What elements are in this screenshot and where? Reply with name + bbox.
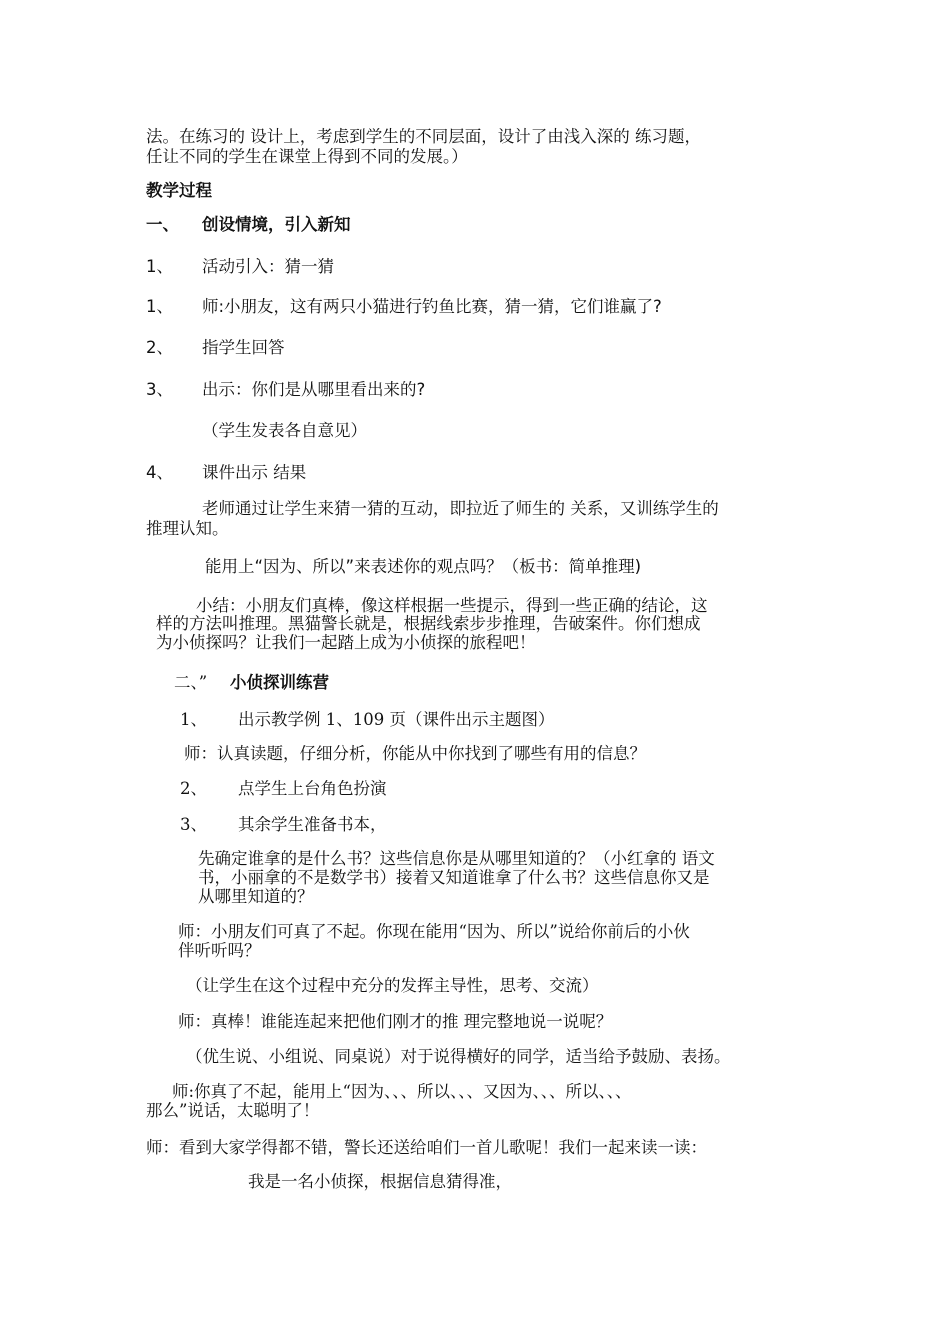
section-heading-1 xyxy=(146,215,351,234)
item-number: 4、 xyxy=(146,463,173,482)
step-1 xyxy=(146,297,662,316)
item-number: 2、 xyxy=(146,338,173,357)
activity-label: 活动引入： xyxy=(202,257,285,276)
good-question: 师：真棒！谁能连起来把他们刚才的推 理完整地说一说呢？ xyxy=(178,1012,613,1031)
let-students-note: （让学生在这个过程中充分的发挥主导性，思考、交流） xyxy=(186,976,599,995)
task-text: 其余学生准备书本， xyxy=(238,815,387,834)
item-number: 1、 xyxy=(146,297,173,316)
teacher-paragraph-line-2: 推理认知。 xyxy=(146,519,229,538)
intro-paragraph-line-2: 任让不同的学生在课堂上得到不同的发展。） xyxy=(146,147,468,166)
item-number: 2、 xyxy=(180,779,207,798)
step-4 xyxy=(146,463,306,482)
summary-line-1: 小结：小朋友们真棒，像这样根据一些提示，得到一些正确的结论，这 xyxy=(196,596,708,615)
section-number: 二、” xyxy=(174,673,208,692)
section-title: 小侦探训练营 xyxy=(230,673,329,692)
step-2 xyxy=(146,338,285,357)
teacher-paragraph-line-1: 老师通过让学生来猜一猜的互动，即拉近了师生的 关系，又训练学生的 xyxy=(202,499,719,518)
item-number: 3、 xyxy=(180,815,207,834)
song-intro: 师：看到大家学得都不错，警长还送给咱们一首儿歌呢！我们一起来读一读： xyxy=(146,1138,707,1157)
summary-line-2: 样的方法叫推理。黑猫警长就是，根据线索步步推理，告破案件。你们想成 xyxy=(156,614,701,633)
step-text: 指学生回答 xyxy=(202,338,285,357)
great-line-2: 伴听听吗？ xyxy=(178,941,261,960)
step-text: 出示：你们是从哪里看出来的? xyxy=(202,380,426,399)
section-number: 一、 xyxy=(146,215,179,234)
task-text: 点学生上台角色扮演 xyxy=(238,779,387,798)
poem-line-1: 我是一名小侦探，根据信息猜得准， xyxy=(248,1172,512,1191)
step-3 xyxy=(146,380,425,399)
great-line-1: 师：小朋友们可真了不起。你现在能用“因为、所以”说给你前后的小伙 xyxy=(178,922,690,941)
because-so-question: 能用上“因为、所以”来表述你的观点吗？（板书：简单推理) xyxy=(205,557,642,576)
step-text: 师:小朋友，这有两只小猫进行钓鱼比赛，猜一猜，它们谁赢了? xyxy=(202,297,662,316)
activity-intro xyxy=(146,257,334,277)
heading-teaching-process: 教学过程 xyxy=(146,181,212,200)
task-3 xyxy=(180,815,387,834)
task-1-question: 师：认真读题，仔细分析，你能从中你找到了哪些有用的信息？ xyxy=(184,744,646,763)
intro-paragraph-line-1: 法。在练习的 设计上，考虑到学生的不同层面，设计了由浅入深的 练习题， xyxy=(146,127,701,146)
first-determine-line-3: 从哪里知道的？ xyxy=(198,887,314,906)
step-text: 课件出示 结果 xyxy=(202,463,307,482)
smart-line-2: 那么”说话，太聪明了！ xyxy=(146,1101,320,1120)
item-number: 3、 xyxy=(146,380,173,399)
activity-text: 猜一猜 xyxy=(284,257,334,276)
task-text: 出示教学例 1、109 页（课件出示主题图） xyxy=(238,710,555,729)
item-number: 1、 xyxy=(146,257,173,276)
smart-line-1: 师:你真了不起，能用上“因为、、、所以、、、又因为、、、所以、、、 xyxy=(172,1082,632,1101)
item-number: 1、 xyxy=(180,710,207,729)
first-determine-line-2: 书，小丽拿的不是数学书）接着又知道谁拿了什么书？这些信息你又是 xyxy=(198,868,710,887)
summary-line-3: 为小侦探吗？让我们一起踏上成为小侦探的旅程吧！ xyxy=(156,633,536,652)
task-2 xyxy=(180,779,387,798)
task-1 xyxy=(180,710,554,729)
step-3-note: （学生发表各自意见） xyxy=(202,421,367,440)
praise-note: （优生说、小组说、同桌说）对于说得横好的同学，适当给予鼓励、表扬。 xyxy=(186,1047,731,1066)
section-title: 创设情境，引入新知 xyxy=(202,215,351,234)
section-heading-2 xyxy=(174,673,329,693)
first-determine-line-1: 先确定谁拿的是什么书？这些信息你是从哪里知道的？（小红拿的 语文 xyxy=(198,849,715,868)
